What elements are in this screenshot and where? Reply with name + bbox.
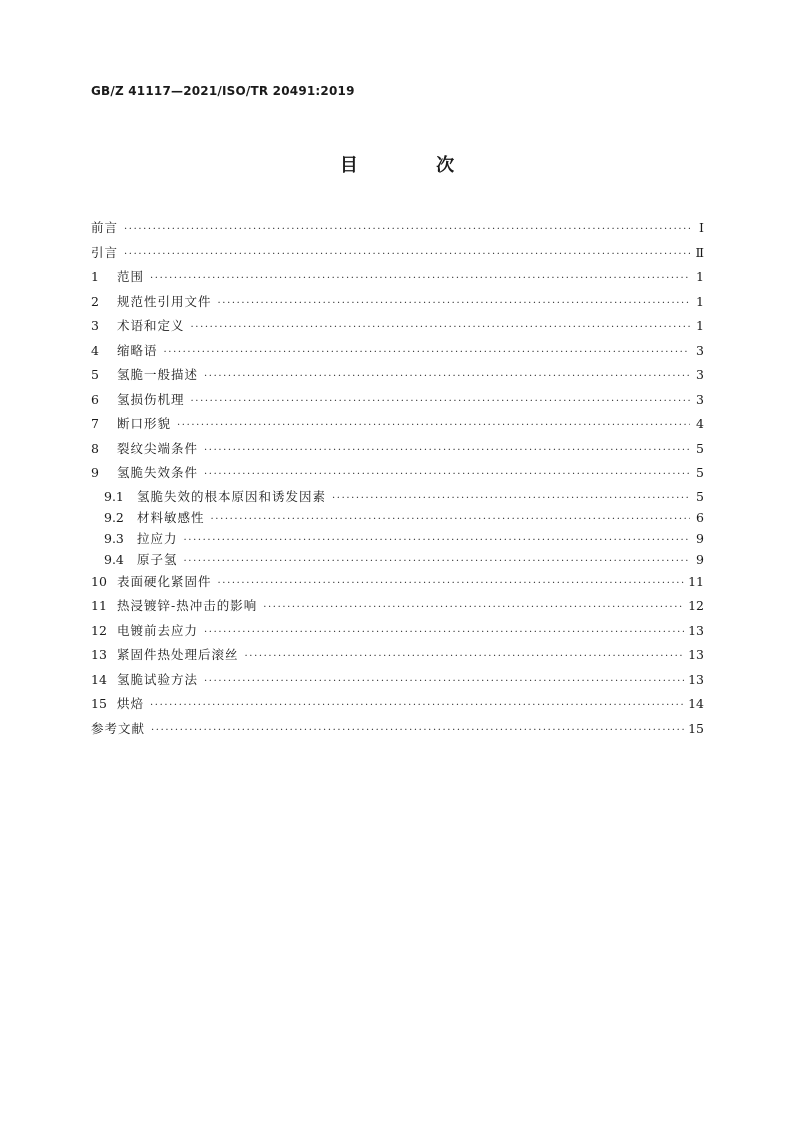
toc-entry-number: 7 xyxy=(91,416,99,431)
toc-entry-leader xyxy=(177,414,690,439)
toc-entry-label: 表面硬化紧固件 xyxy=(117,573,212,589)
toc-entry-label: 术语和定义 xyxy=(117,318,185,333)
toc-entry-leader xyxy=(164,341,690,366)
toc-entry-number: 2 xyxy=(91,293,99,309)
toc-entry-leader xyxy=(204,463,690,488)
toc-entry-leader xyxy=(151,719,684,744)
toc-entry-label: 参考文献 xyxy=(91,720,146,736)
toc-entry-number: 11 xyxy=(91,598,107,613)
toc-entry-label: 氢损伤机理 xyxy=(117,391,185,407)
toc-entry-number: 9.2 xyxy=(104,509,124,525)
toc-entry[interactable] xyxy=(91,594,704,619)
toc-entry[interactable] xyxy=(91,216,704,241)
toc-entry-number: 5 xyxy=(91,367,99,382)
toc-entry-label: 引言 xyxy=(91,244,119,260)
toc-entry[interactable] xyxy=(91,265,704,290)
toc-entry-label: 规范性引用文件 xyxy=(117,293,212,309)
toc-entry-label: 紧固件热处理后滚丝 xyxy=(117,647,239,662)
toc-entry-label: 前言 xyxy=(91,220,119,235)
toc-entry-label: 电镀前去应力 xyxy=(117,622,199,638)
toc-entry-label: 断口形貌 xyxy=(117,416,172,431)
toc-entry-number: 9.4 xyxy=(104,551,124,567)
toc-entry-page: 5 xyxy=(696,488,704,504)
toc-entry-page: 14 xyxy=(688,696,704,711)
toc-entry-page: 13 xyxy=(688,622,704,638)
toc-entry-page: 3 xyxy=(696,391,704,407)
toc-entry-leader xyxy=(211,509,690,530)
toc-entry[interactable] xyxy=(91,692,704,717)
toc-entry[interactable] xyxy=(91,549,704,570)
toc-entry[interactable] xyxy=(91,437,704,462)
toc-entry-label: 缩略语 xyxy=(117,342,158,358)
toc-entry-leader xyxy=(263,596,684,621)
toc-entry-leader xyxy=(245,645,685,670)
toc-entry-number: 6 xyxy=(91,391,99,407)
toc-entry-page: 12 xyxy=(688,598,704,613)
toc-entry-leader xyxy=(124,218,690,243)
toc-entry-leader xyxy=(150,267,690,292)
toc-entry[interactable] xyxy=(91,668,704,693)
toc-entry-label: 烘焙 xyxy=(117,696,145,711)
toc-entry-number: 14 xyxy=(91,671,107,687)
toc-entry-label: 氢脆一般描述 xyxy=(117,367,199,382)
toc-entry-page: 3 xyxy=(696,342,704,358)
toc-entry-label: 范围 xyxy=(117,269,145,284)
toc-entry-page: 9 xyxy=(696,530,704,546)
toc-entry-leader xyxy=(204,439,690,464)
toc-entry-number: 1 xyxy=(91,269,99,284)
toc-entry[interactable] xyxy=(91,507,704,528)
toc-entry-leader xyxy=(191,316,690,341)
toc-entry[interactable] xyxy=(91,290,704,315)
toc-entry-leader xyxy=(150,694,684,719)
toc-entry-label: 氢脆失效的根本原因和诱发因素 xyxy=(137,488,327,504)
toc-entry[interactable] xyxy=(91,717,704,742)
toc-entry[interactable] xyxy=(91,570,704,595)
toc-entry[interactable] xyxy=(91,314,704,339)
toc-entry-leader xyxy=(204,621,684,646)
toc-entry-page: 1 xyxy=(696,293,704,309)
toc-entry-page: 4 xyxy=(696,416,704,431)
toc-entry-leader xyxy=(332,488,690,509)
toc-entry[interactable] xyxy=(91,363,704,388)
table-of-contents xyxy=(91,216,704,741)
toc-entry-number: 8 xyxy=(91,440,99,456)
toc-entry[interactable] xyxy=(91,241,704,266)
toc-title: 目 次 xyxy=(339,155,491,176)
toc-entry-page: 1 xyxy=(696,318,704,333)
toc-entry-page: 5 xyxy=(696,465,704,480)
toc-entry-label: 原子氢 xyxy=(137,551,178,567)
toc-entry-label: 材料敏感性 xyxy=(137,509,205,525)
toc-entry-leader xyxy=(184,551,690,572)
toc-entry-page: 11 xyxy=(688,573,704,589)
toc-entry-number: 3 xyxy=(91,318,99,333)
toc-entry-leader xyxy=(184,530,690,551)
toc-entry-page: Ⅰ xyxy=(699,220,704,235)
toc-entry[interactable] xyxy=(91,528,704,549)
toc-entry-leader xyxy=(218,572,685,597)
toc-entry-label: 氢脆试验方法 xyxy=(117,671,199,687)
toc-entry-number: 4 xyxy=(91,342,99,358)
toc-entry-label: 拉应力 xyxy=(137,530,178,546)
toc-entry-page: 1 xyxy=(696,269,704,284)
toc-entry[interactable] xyxy=(91,619,704,644)
toc-entry-number: 13 xyxy=(91,647,107,662)
toc-entry[interactable] xyxy=(91,486,704,507)
toc-entry-page: 13 xyxy=(688,671,704,687)
toc-entry[interactable] xyxy=(91,461,704,486)
toc-entry-number: 9 xyxy=(91,465,99,480)
toc-entry[interactable] xyxy=(91,412,704,437)
toc-entry-label: 裂纹尖端条件 xyxy=(117,440,199,456)
toc-entry[interactable] xyxy=(91,388,704,413)
toc-entry-page: 15 xyxy=(688,720,704,736)
toc-entry-leader xyxy=(124,243,690,268)
toc-entry-leader xyxy=(204,365,690,390)
standard-number: GB/Z 41117—2021/ISO/TR 20491:2019 xyxy=(91,84,355,98)
toc-entry[interactable] xyxy=(91,643,704,668)
toc-entry-page: 13 xyxy=(688,647,704,662)
toc-entry-leader xyxy=(204,670,684,695)
toc-entry-leader xyxy=(191,390,690,415)
toc-entry-page: 9 xyxy=(696,551,704,567)
toc-entry-page: Ⅱ xyxy=(695,244,704,260)
toc-entry-page: 5 xyxy=(696,440,704,456)
toc-entry-page: 6 xyxy=(696,509,704,525)
toc-entry[interactable] xyxy=(91,339,704,364)
toc-entry-number: 9.3 xyxy=(104,530,124,546)
toc-entry-label: 热浸镀锌-热冲击的影响 xyxy=(117,598,258,613)
toc-entry-leader xyxy=(218,292,690,317)
toc-entry-number: 15 xyxy=(91,696,107,711)
toc-entry-number: 9.1 xyxy=(104,488,124,504)
toc-entry-number: 12 xyxy=(91,622,107,638)
toc-entry-page: 3 xyxy=(696,367,704,382)
toc-entry-label: 氢脆失效条件 xyxy=(117,465,199,480)
toc-entry-number: 10 xyxy=(91,573,107,589)
